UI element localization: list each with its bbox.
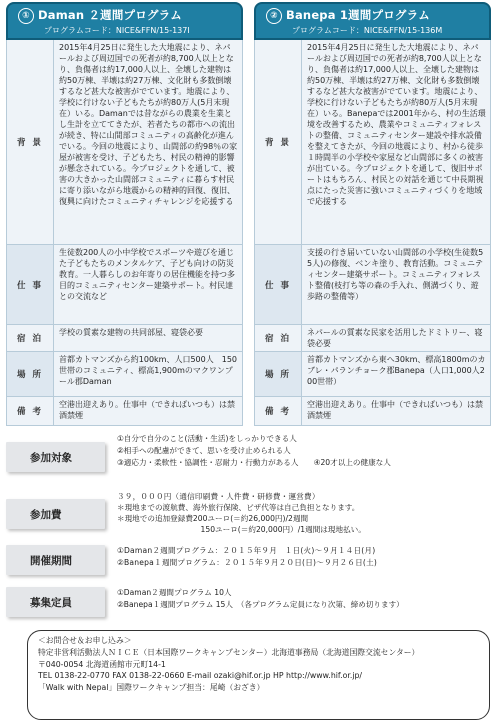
contact-box [27,630,490,720]
capacity-line: ①Daman２週間プログラム 10人 [117,588,232,597]
label-work: 仕 事 [265,280,291,291]
fee-line: ＊現地までの渡航費、海外旅行保険、ビザ代等は自己負担となります。 [117,503,360,512]
row-notes [7,396,242,425]
label-work: 仕 事 [17,280,43,291]
program-daman-title: Daman ２週間プログラム [38,8,182,22]
period-line: ①Daman２週間プログラム：２０１５年９月 １日(火)～９月１４日(月) [117,546,376,555]
contact-heading: ＜お問合せ＆お申し込み＞ [38,636,132,645]
section-period [6,543,493,579]
label-lodging: 宿 泊 [265,334,291,344]
program-banepa-code: プログラムコード：NICE&FFN/15-136M [292,26,443,35]
row-work [7,244,242,324]
value-background: 2015年4月25日に発生した大地震により、ネパールおよび周辺国での死者が約8,700人以上となり、負傷者は約17,000人以上、全壊した建物は約50万棟、半壊は約27万棟、文化財も多数倒壊するなど甚大な被害がでています。地震により、学校に行けない子どもたちが約80万人(5月末現在）いる。Damanでは昔ながらの農業を生業とし生計を立ててきたが、若者たちの都市への流出が続き、特に山間部コミュニティの高齢化が進んでいる。今回の地震により、山間部の約98％の家屋が被害を受け、子どもたち、村民の精神的影響が懸念されている。今プロジェクトを通して、被害の大きかった山間部コミュニティに暮らす村民に寄り添いながら地震からの精神的回復、復旧、復興に向けたコミュニティチャレンジを応援する [53,40,242,244]
label-notes: 備 考 [265,407,291,417]
program-banepa [254,2,491,423]
section-period-title: 開催期間 [6,545,105,575]
program-daman-code: プログラムコード：NICE&FFN/15-137I [44,26,190,35]
row-background [255,40,490,244]
value-work: 支援の行き届いていない山間部の小学校(生徒数55人)の修復、ベンキ塗り、教育活動。コミュニティセンター建築サポート。コミュニティフォレスト整備(枝打ち等の森の手入れ、側溝づくり、遊歩路の整備等） [301,245,490,324]
section-participants-title: 参加対象 [6,442,105,472]
value-location: 首都カトマンズから約100km、人口500人 150世帯のコミュニティ、標高1,900mのマクワンプール郡Daman [53,352,242,396]
contact-organization: 特定非営利活動法人ＮＩＣＥ（日本国際ワークキャンプセンター）北海道事務局（北海道国際交流センター） [38,647,420,657]
section-capacity-title: 募集定員 [6,587,105,617]
fee-line: ＊現地での追加登録費200ユーロ(＝約26,000円)/2週間 [117,514,309,523]
participants-line: ②相手への配慮ができて、思いを受け止められる人 [117,446,291,455]
program-columns [6,2,493,423]
section-fee [6,491,493,539]
label-lodging: 宿 泊 [17,334,43,344]
fee-line: 150ユーロ(＝約20,000円）/1週間は現地払い。 [117,525,366,534]
program-number-badge: ② [266,8,282,24]
capacity-line: ②Banepa１週間プログラム 15人 （各プログラム定員になり次第、締め切ります） [117,600,404,609]
value-lodging: ネパールの質素な民家を活用したドミトリー、寝袋必要 [301,325,490,351]
row-lodging [255,324,490,351]
row-work [255,244,490,324]
program-banepa-title-line [266,7,481,24]
contact-address: 〒040-0054 北海道函館市元町14-1 [38,659,166,669]
participants-line: ①自分で自分のこと(活動・生活)をしっかりできる人 [117,434,297,443]
row-notes [255,396,490,425]
row-lodging [7,324,242,351]
program-banepa-table [254,40,491,426]
program-daman-header [6,2,243,40]
label-location: 場 所 [265,370,291,380]
value-location: 首都カトマンズから東へ30km、標高1800mのカブレ・パランチョーク郡Banepa（人口1,000人200世帯） [301,352,490,396]
section-capacity [6,585,493,621]
contact-phone-email-web: TEL 0138-22-0770 FAX 0138-22-0660 E-mail ozaki@hif.or.jp HP http://www.hif.or.jp/ [38,671,363,681]
program-banepa-title: Banepa 1週間プログラム [286,8,430,22]
participants-line: ③適応力・柔軟性・協調性・忍耐力・行動力がある人 ④20才以上の健康な人 [117,458,391,467]
fee-line: ３９，０００円（通信印刷費・人件費・研修費・運営費） [117,492,320,501]
program-banepa-header [254,2,491,40]
label-background: 背 景 [17,138,43,148]
row-location [7,351,242,396]
value-work: 生徒数200人の小中学校でスポーツや遊びを通じた子どもたちのメンタルケア、子ども向けの防災教育。一人暮らしのお年寄りの居住機能を持つ多目的コミュニティセンター建築サポート。村民達との交流など [53,245,242,324]
program-daman-table [6,40,243,426]
label-background: 背 景 [265,138,291,148]
value-notes: 空港出迎えあり。仕事中（できればいつも）は禁酒禁煙 [53,397,242,425]
program-number-badge: ① [18,8,34,24]
program-daman [6,2,243,423]
row-location [255,351,490,396]
contact-person: 「Walk with Nepal」国際ワークキャンプ担当：尾崎（おざき） [38,683,265,693]
row-background [7,40,242,244]
value-lodging: 学校の質素な建物の共同部屋、寝袋必要 [53,325,242,351]
value-notes: 空港出迎えあり。仕事中（できればいつも）は禁酒禁煙 [301,397,490,425]
program-daman-title-line [18,7,233,24]
section-fee-title: 参加費 [6,499,105,529]
label-notes: 備 考 [17,407,43,417]
label-location: 場 所 [17,370,43,380]
value-background: 2015年4月25日に発生した大地震により、ネパールおよび周辺国での死者が約8,700人以上となり、負傷者は約17,000人以上、全壊した建物は約50万棟、半壊は約27万棟、文化財も多数倒壊するなど甚大な被害がでています。地震により、学校に行けない子どもたちが約80万人(5月末現在）いる。Banepaでは2001年から、村の生活環境を改善するため、農業やコミュニティフォレストの整備、コミュニティセンター建設や排水設備を整えてきたが、今回の地震により、村から徒歩１時間半の小学校や家屋など山間部に多くの被害が出ている。今プロジェクトを通して、復旧サポートはもちろん、村民との対話を通じて中長期視点にたった災害に強いコミュニティづくりを地域で応援する [301,40,490,244]
section-participants [6,431,493,487]
period-line: ②Banepa１週間プログラム：２０１５年９月２０日(日)～９月２６日(土) [117,558,378,567]
